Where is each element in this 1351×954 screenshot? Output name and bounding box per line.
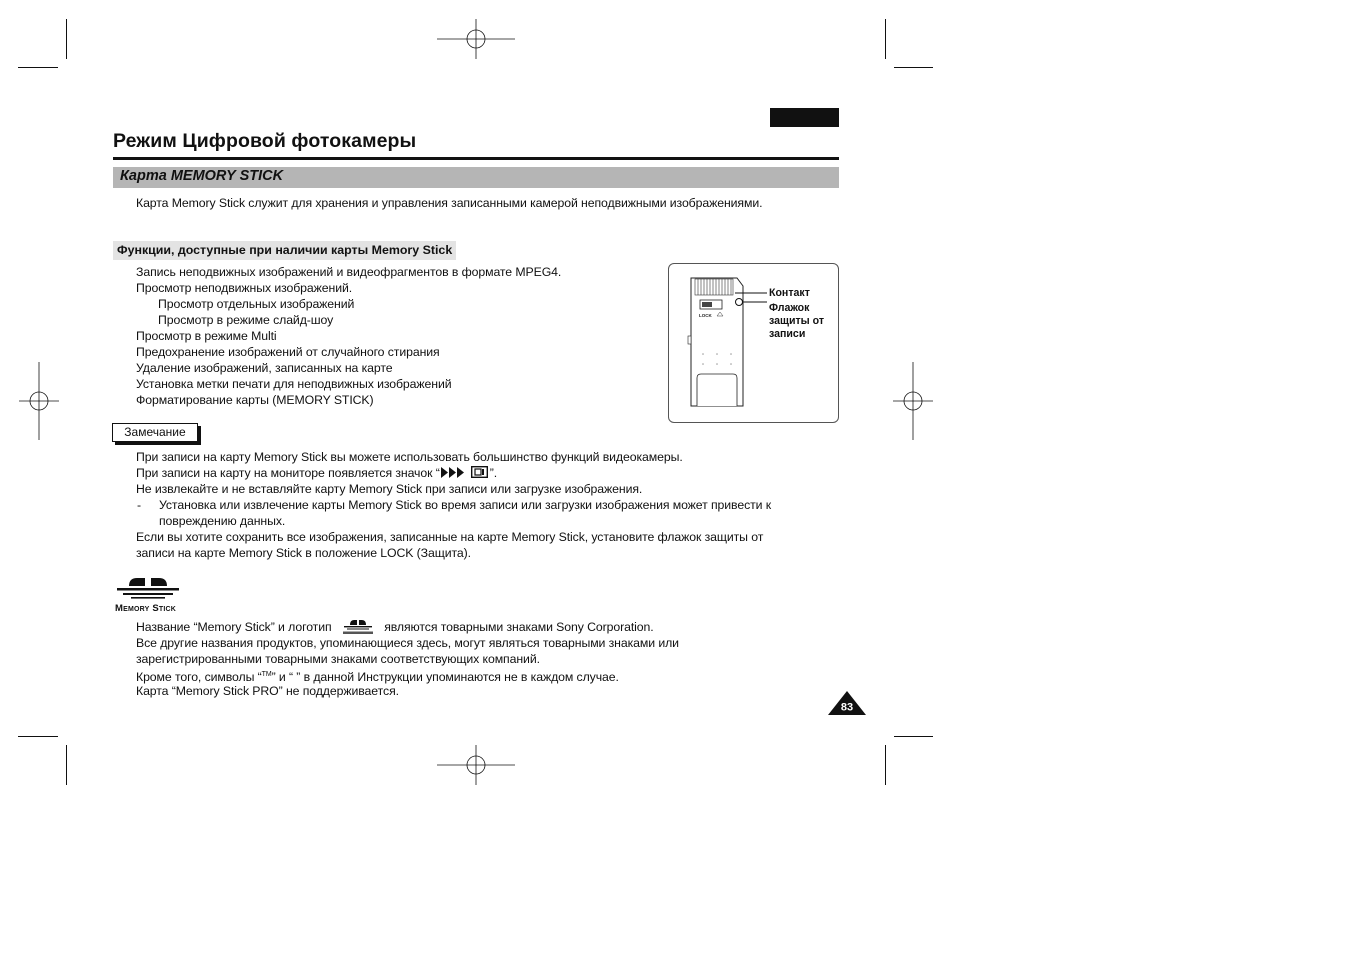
contact-label: Контакт [769,287,810,299]
functions-heading: Функции, доступные при наличии карты Memory Stick [113,241,456,260]
crop-mark [18,67,58,68]
crop-mark [894,67,933,68]
registration-mark-icon [437,19,515,59]
crop-mark [18,736,58,737]
page-number-badge [828,691,866,715]
svg-text:LOCK: LOCK [699,313,712,318]
forward-arrows-icon [441,467,467,478]
title-rule [113,157,839,160]
list-item: Просмотр неподвижных изображений. [136,281,353,295]
page-number: 83 [840,701,854,714]
memory-stick-logo-icon [115,576,181,602]
section-title: Карта MEMORY STICK [120,168,284,184]
list-item: Форматирование карты (MEMORY STICK) [136,393,374,407]
memory-stick-figure [668,263,839,423]
trademark-line: Кроме того, символы “™” и “ ” в данной Инструкции упоминаются не в каждом случае. [136,670,619,685]
crop-mark [885,745,886,785]
note-line: При записи на карту Memory Stick вы можете использовать большинство функций видеокамеры. [136,450,683,464]
list-item: Установка метки печати для неподвижных изображений [136,377,452,391]
list-item: Удаление изображений, записанных на карте [136,361,393,375]
registration-mark-icon [893,362,933,440]
trademark-line: зарегистрированными товарными знаками соответствующих компаний. [136,652,540,666]
section-bar [113,167,839,188]
lock-label-line1: Флажок [769,302,810,314]
note-line: Если вы хотите сохранить все изображения, записанные на карте Memory Stick, установите флажок защиты от [136,530,764,544]
crop-mark [885,19,886,59]
memory-stick-card-icon [471,466,488,478]
lock-label-line2: защиты от [769,315,825,327]
note-dash: - [137,498,141,512]
logo-text: Memory Stick [115,603,177,614]
registration-mark-icon [437,745,515,785]
page-title: Режим Цифровой фотокамеры [113,130,417,152]
crop-mark [66,19,67,59]
crop-mark [66,745,67,785]
trademark-line: Название “Memory Stick” и логотип являются товарными знаками Sony Corporation. [136,620,654,634]
note-line: записи на карте Memory Stick в положение LOCK (Защита). [136,546,471,560]
lock-label-line3: записи [769,328,806,340]
registration-mark-icon [19,362,59,440]
note-line: повреждению данных. [159,514,286,528]
crop-mark [894,736,933,737]
memory-stick-logo [113,576,183,616]
list-item: Предохранение изображений от случайного стирания [136,345,440,359]
note-label: Замечание [112,423,198,442]
trademark-line: Все другие названия продуктов, упоминающиеся здесь, могут являться товарными знаками или [136,636,679,650]
language-tab [770,108,839,127]
leader-lines [733,282,773,312]
list-item: Просмотр отдельных изображений [158,297,355,311]
intro-text: Карта Memory Stick служит для хранения и управления записанными камерой неподвижными изображениями. [136,196,763,210]
note-line: Установка или извлечение карты Memory Stick во время записи или загрузки изображения может привести к [159,498,772,512]
note-line: При записи на карту на мониторе появляется значок “ ”. [136,466,498,480]
note-line: Не извлекайте и не вставляйте карту Memory Stick при записи или загрузке изображения. [136,482,643,496]
list-item: Запись неподвижных изображений и видеофрагментов в формате MPEG4. [136,265,562,279]
trademark-line: Карта “Memory Stick PRO” не поддерживается. [136,684,399,698]
memory-stick-logo-icon [341,619,375,635]
list-item: Просмотр в режиме Multi [136,329,277,343]
list-item: Просмотр в режиме слайд-шоу [158,313,334,327]
